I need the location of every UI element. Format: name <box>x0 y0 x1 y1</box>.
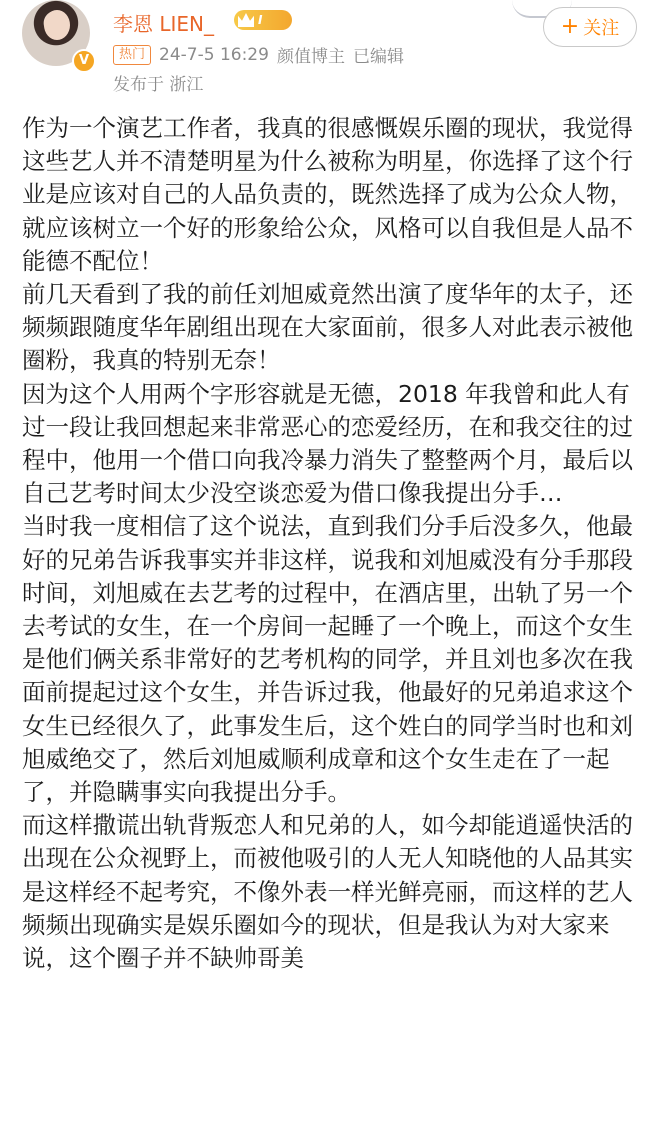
follow-label: 关注 <box>583 18 620 39</box>
post-location: 发布于 浙江 <box>113 75 204 95</box>
edited-label[interactable]: 已编辑 <box>352 47 404 67</box>
level-badge[interactable] <box>234 10 292 30</box>
follow-button[interactable] <box>543 7 637 47</box>
post-paragraph: 而这样撒谎出轨背叛恋人和兄弟的人，如今却能逍遥快活的出现在公众视野上，而被他吸引的人无人知晓他的人品其实是这样经不起考究，不像外表一样光鲜亮丽，而这样的艺人频频出现确实是娱乐圈如今的现状，但是我认为对大家来说，这个圈子并不缺帅哥美 <box>22 811 633 973</box>
post-date: 24-7-5 16:29 <box>159 44 269 65</box>
post-paragraph: 前几天看到了我的前任刘旭威竟然出演了度华年的太子，还频频跟随度华年剧组出现在大家面前，很多人对此表示被他圈粉，我真的特别无奈！ <box>22 280 633 375</box>
hot-tag: 热门 <box>113 45 151 65</box>
post-meta <box>113 42 404 67</box>
post-header <box>0 0 660 110</box>
avatar-face <box>44 10 70 40</box>
username[interactable]: 李恩 LIEN_ <box>113 12 214 36</box>
author-category: 颜值博主 <box>276 47 345 67</box>
post-paragraph: 当时我一度相信了这个说法，直到我们分手后没多久，他最好的兄弟告诉我事实并非这样，说我和刘旭威没有分手那段时间，刘旭威在去艺考的过程中，在酒店里，出轨了另一个去考试的女生，在一个房间一起睡了一个晚上，而这个女生是他们俩关系非常好的艺考机构的同学，并且刘也多次在我面前提起过这个女生，并告诉过我，他最好的兄弟追求这个女生已经很久了，此事发生后，这个姓白的同学当时也和刘旭威绝交了，然后刘旭威顺利成章和这个女生走在了一起了，并隐瞒事实向我提出分手。 <box>22 512 633 807</box>
post-paragraph: 作为一个演艺工作者，我真的很感慨娱乐圈的现状，我觉得这些艺人并不清楚明星为什么被称为明星，你选择了这个行业是应该对自己的人品负责的，既然选择了成为公众人物，就应该树立一个好的形象给公众，风格可以自我但是人品不能德不配位！ <box>22 114 633 275</box>
level-number: I <box>258 13 263 27</box>
post-content <box>22 112 640 975</box>
verified-badge-icon: V <box>72 49 96 73</box>
post-paragraph: 因为这个人用两个字形容就是无德，2018 年我曾和此人有过一段让我回想起来非常恶心的恋爱经历，在和我交往的过程中，他用一个借口向我冷暴力消失了整整两个月，最后以自己艺考时间太少没空谈恋爱为借口像我提出分手… <box>22 379 633 508</box>
plus-icon: + <box>560 14 580 39</box>
crown-icon <box>238 13 254 27</box>
